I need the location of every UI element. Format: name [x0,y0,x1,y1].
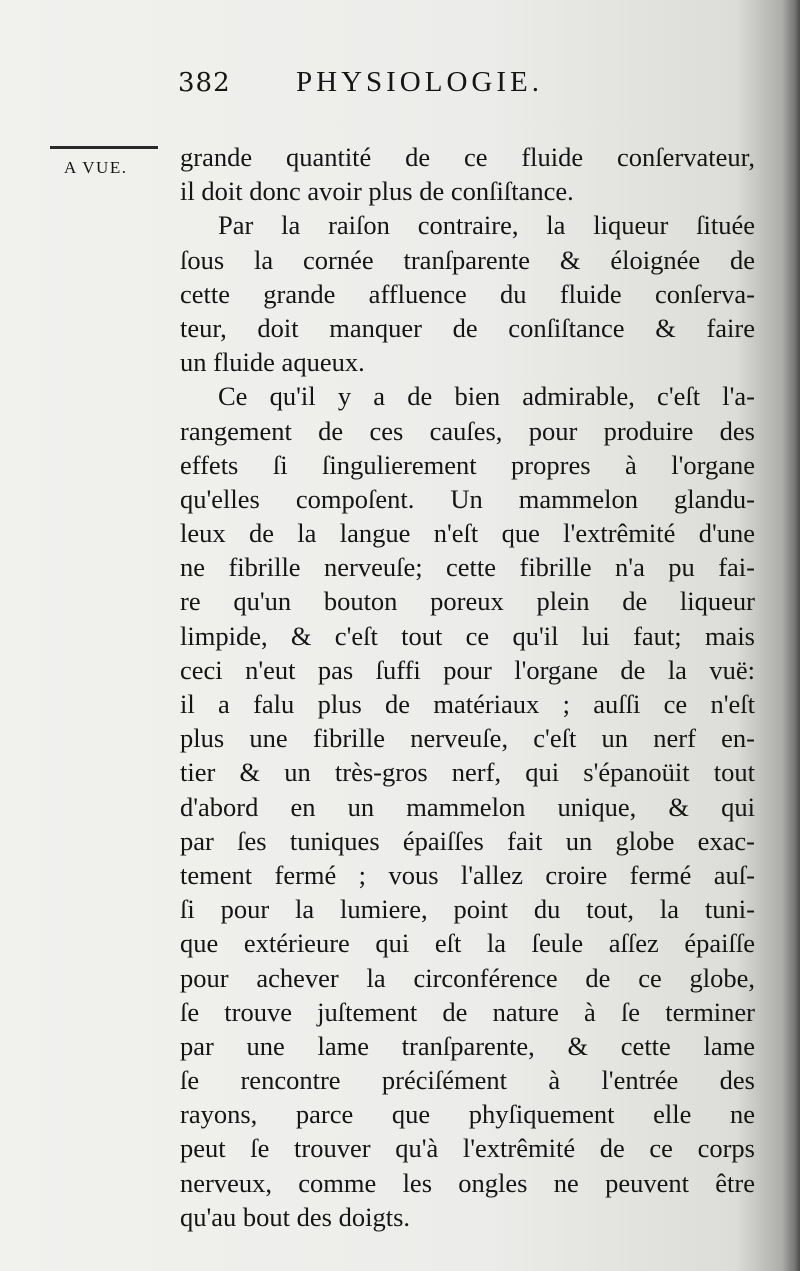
text-line: il doit donc avoir plus de conſiſtance. [180,176,574,207]
text-line: tier & un très-gros nerf, qui s'épanoüit tout [180,757,755,788]
text-line: rangement de ces cauſes, pour produire des [180,415,755,446]
text-line: que extérieure qui eſt la ſeule aſſez épaiſſe [180,928,755,959]
text-line: qu'au bout des doigts. [180,1201,411,1232]
page-edge-shadow [782,0,800,1271]
margin-note: A VUE. [64,158,128,177]
margin-rule [50,146,158,149]
text-line: d'abord en un mammelon unique, & qui [180,791,755,822]
text-line: leux de la langue n'eſt que l'extrêmité d'une [180,518,755,549]
page-header [178,62,758,102]
text-line: Ce qu'il y a de bien admirable, c'eſt l'a- [218,381,755,412]
text-line: ſe rencontre préciſément à l'entrée des [180,1065,755,1096]
text-line: ſi pour la lumiere, point du tout, la tuni- [180,894,755,925]
text-line: ſe trouve juſtement de nature à ſe terminer [180,996,755,1027]
text-line: tement fermé ; vous l'allez croire fermé auſ- [180,859,755,890]
text-line: limpide, & c'eſt tout ce qu'il lui faut; mais [180,620,755,651]
text-line: par une lame tranſparente, & cette lame [180,1030,755,1061]
text-line: un fluide aqueux. [180,347,365,378]
text-line: ſous la cornée tranſparente & éloignée de [180,244,755,275]
text-line: Par la raiſon contraire, la liqueur ſituée [218,210,755,241]
text-line: peut ſe trouver qu'à l'extrêmité de ce corps [180,1133,755,1164]
text-line: rayons, parce que phyſiquement elle ne [180,1099,755,1130]
text-line: effets ſi ſingulierement propres à l'organe [180,449,755,480]
text-line: nerveux, comme les ongles ne peuvent être [180,1167,755,1198]
text-line: cette grande affluence du fluide conſerva- [180,278,755,309]
text-line: grande quantité de ce fluide conſervateur, [180,142,755,172]
text-line: plus une fibrille nerveuſe, c'eſt un nerf en- [180,723,755,754]
text-line: re qu'un bouton poreux plein de liqueur [180,586,755,617]
running-title: PHYSIOLOGIE. [296,66,543,98]
text-line: teur, doit manquer de conſiſtance & faire [180,312,755,343]
page-number: 382 [178,68,231,98]
text-line: il a falu plus de matériaux ; auſſi ce n'eſt [180,689,755,719]
body-text [180,140,755,1234]
text-line: qu'elles compoſent. Un mammelon glandu- [180,483,755,514]
text-line: ne fibrille nerveuſe; cette fibrille n'a pu fai- [180,552,755,583]
text-line: ceci n'eut pas ſuffi pour l'organe de la vuë: [180,654,755,685]
text-line: par ſes tuniques épaiſſes fait un globe exac- [180,825,755,856]
text-line: pour achever la circonférence de ce globe, [180,962,755,993]
